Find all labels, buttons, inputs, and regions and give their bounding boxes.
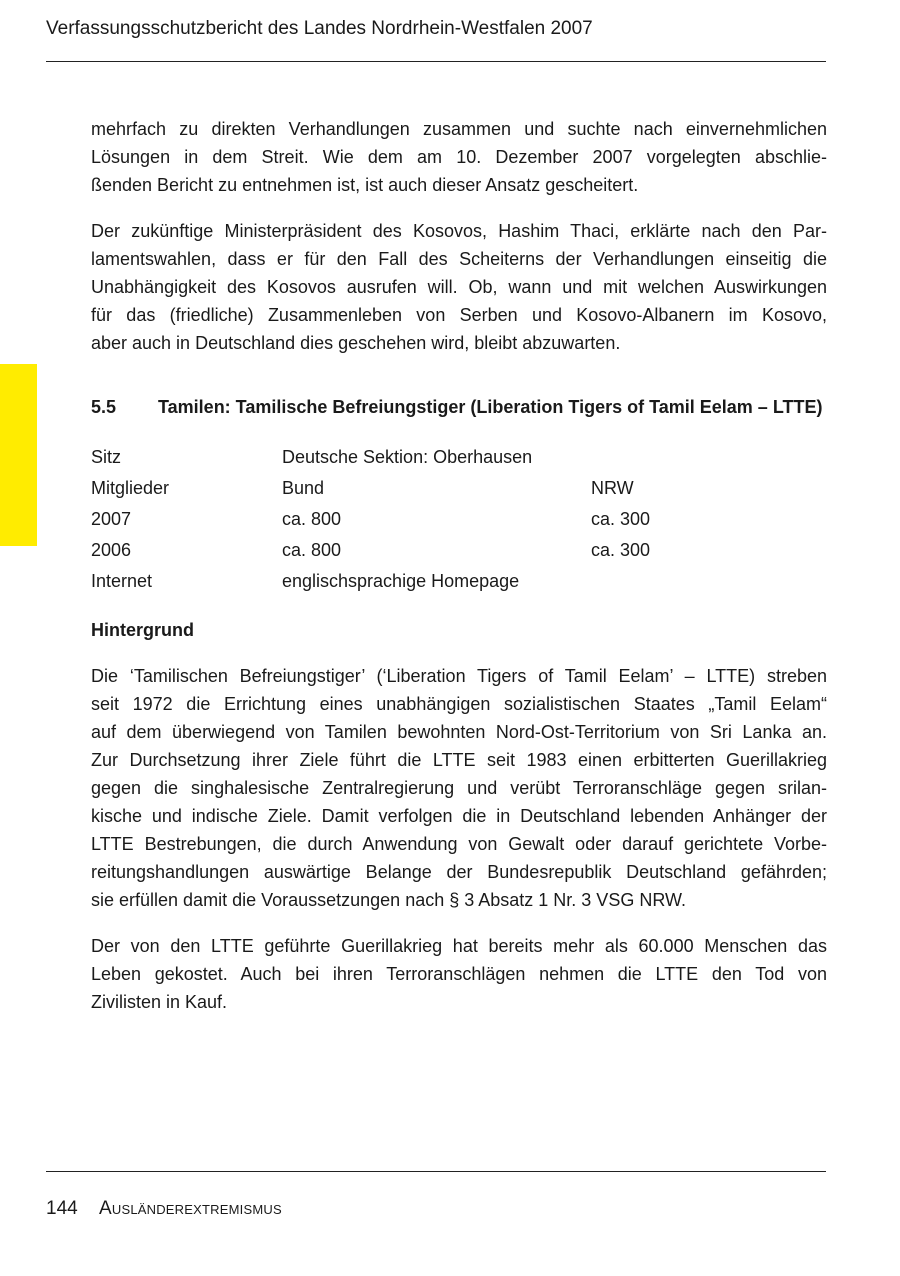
- chapter-name: Ausländerextremismus: [99, 1198, 282, 1219]
- table-cell: NRW: [591, 478, 634, 498]
- paragraph: [91, 662, 827, 914]
- table-cell: englischsprachige Homepage: [282, 571, 520, 591]
- running-header: Verfassungsschutzbericht des Landes Nordrhein-Westfalen 2007: [46, 18, 593, 39]
- paragraph: [91, 217, 827, 357]
- table-cell: Mitglieder: [91, 478, 170, 498]
- text-line: Lösungen in dem Streit. Wie dem am 10. Dezember 2007 vorgelegten abschlie-: [91, 147, 827, 167]
- text-line: LTTE Bestrebungen, die durch Anwendung von Gewalt oder darauf gerichtete Vorbe-: [91, 834, 827, 854]
- table-cell: Sitz: [91, 447, 122, 467]
- text-line: mehrfach zu direkten Verhandlungen zusammen und suchte nach einvernehmlichen: [91, 119, 827, 139]
- subheading: Hintergrund: [91, 620, 194, 640]
- text-line: lamentswahlen, dass er für den Fall des Scheiterns der Verhandlungen einseitig die: [91, 249, 827, 269]
- text-line: Leben gekostet. Auch bei ihren Terroranschlägen nehmen die LTTE den Tod von: [91, 964, 827, 984]
- text-line: auf dem überwiegend von Tamilen bewohnten Nord-Ost-Territorium von Sri Lanka an.: [91, 722, 827, 742]
- table-cell: 2007: [91, 509, 132, 529]
- text-line: sie erfüllen damit die Voraussetzungen nach § 3 Absatz 1 Nr. 3 VSG NRW.: [91, 890, 686, 910]
- table-row: [91, 567, 791, 598]
- table-cell: 2006: [91, 540, 132, 560]
- table-cell: Deutsche Sektion: Oberhausen: [282, 447, 533, 467]
- text-line: aber auch in Deutschland dies geschehen wird, bleibt abzuwarten.: [91, 333, 621, 353]
- text-line: Zur Durchsetzung ihrer Ziele führt die LTTE seit 1983 einen erbitterten Guerillakrieg: [91, 750, 827, 770]
- text-line: ßenden Bericht zu entnehmen ist, ist auch dieser Ansatz gescheitert.: [91, 175, 639, 195]
- table-cell: ca. 300: [591, 509, 651, 529]
- section-title: Tamilen: Tamilische Befreiungstiger (Liberation Tigers of Tamil Eelam – LTTE): [158, 397, 823, 417]
- footer-rule: [46, 1171, 826, 1172]
- text-line: kische und indische Ziele. Damit verfolgen die in Deutschland lebenden Anhänger der: [91, 806, 827, 826]
- header-rule: [46, 61, 826, 62]
- text-line: Zivilisten in Kauf.: [91, 992, 228, 1012]
- table-row: [91, 536, 791, 567]
- text-line: Der zukünftige Ministerpräsident des Kosovos, Hashim Thaci, erklärte nach den Par-: [91, 221, 827, 241]
- table-cell: ca. 300: [591, 540, 651, 560]
- section-number: 5.5: [91, 397, 117, 417]
- table-row: [91, 505, 791, 536]
- text-line: Unabhängigkeit des Kosovos ausrufen will. Ob, wann und mit welchen Auswirkungen: [91, 277, 827, 297]
- table-row: [91, 443, 791, 474]
- paragraph: [91, 115, 827, 199]
- text-line: Der von den LTTE geführte Guerillakrieg hat bereits mehr als 60.000 Menschen das: [91, 936, 827, 956]
- text-line: für das (friedliche) Zusammenleben von Serben und Kosovo-Albanern im Kosovo,: [91, 305, 827, 325]
- text-line: gegen die singhalesische Zentralregierung und verübt Terroranschläge gegen srilan-: [91, 778, 827, 798]
- text-line: seit 1972 die Errichtung eines unabhängigen sozialistischen Staates „Tamil Eelam“: [91, 694, 827, 714]
- section-heading: [91, 393, 827, 421]
- table-cell: ca. 800: [282, 509, 342, 529]
- organization-info-table: [91, 443, 791, 598]
- table-cell: ca. 800: [282, 540, 342, 560]
- text-line: Die ‘Tamilischen Befreiungstiger’ (‘Liberation Tigers of Tamil Eelam’ – LTTE) streben: [91, 666, 827, 686]
- page-content: [91, 115, 827, 1034]
- page-footer: [46, 1196, 282, 1222]
- chapter-thumb-tab: [0, 364, 37, 546]
- page-number: 144: [46, 1198, 78, 1219]
- table-cell: [591, 567, 791, 598]
- table-cell: Internet: [91, 571, 153, 591]
- text-line: reitungshandlungen auswärtige Belange der Bundesrepublik Deutschland gefährden;: [91, 862, 827, 882]
- table-cell: [591, 443, 791, 474]
- paragraph: [91, 932, 827, 1016]
- table-cell: Bund: [282, 478, 325, 498]
- table-row: [91, 474, 791, 505]
